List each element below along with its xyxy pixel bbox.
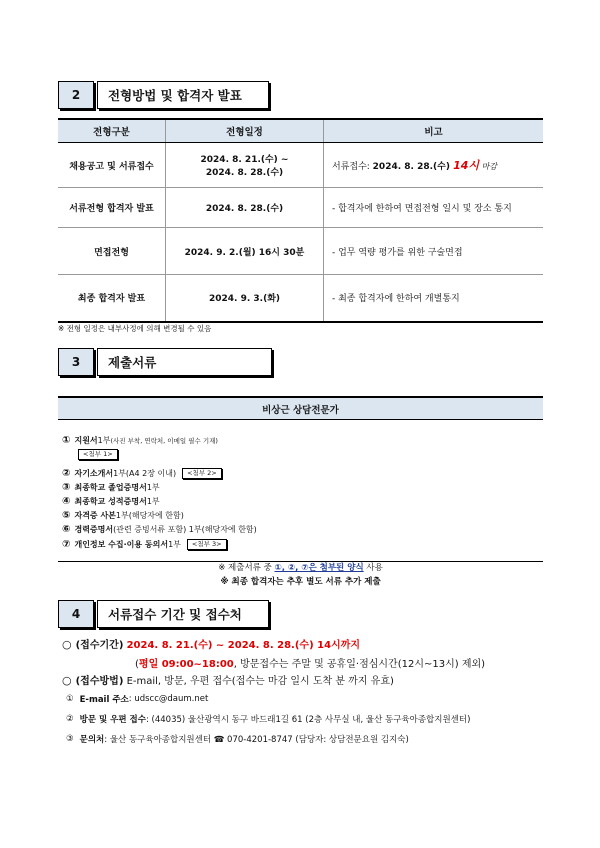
item-number: ⑥ (62, 524, 71, 535)
contact-label: E-mail 주소 (79, 695, 129, 705)
documents-table-header: 비상근 상담전문가 (58, 396, 543, 420)
method-label: (접수방법) (75, 676, 124, 687)
item-detail: 1부 (168, 540, 181, 549)
contact-address (66, 713, 470, 725)
row-date-line2: 2024. 8. 28.(수) (205, 168, 284, 178)
method-value: E-mail, 방문, 우편 접수(접수는 마감 일시 도착 분 까지 유효) (123, 676, 394, 687)
documents-note-1 (58, 561, 543, 573)
header-date: 전형일정 (166, 119, 324, 143)
row-note: - 합격자에 한하여 면접전형 일시 및 장소 통지 (324, 188, 544, 228)
attachment-tag: <첨부 3> (187, 539, 227, 550)
row-date: 2024. 9. 2.(월) 16시 30분 (166, 228, 324, 275)
table-row (58, 143, 543, 188)
row-category: 최종 합격자 발표 (58, 275, 166, 322)
item-number: ① (62, 435, 71, 446)
row-date (166, 143, 324, 188)
item-number: ⑦ (62, 539, 71, 550)
item-name: 경력증명서 (74, 525, 114, 534)
row-date: 2024. 9. 3.(화) (166, 275, 324, 322)
document-item (62, 468, 222, 479)
row-category: 면접전형 (58, 228, 166, 275)
section-4-header (58, 600, 269, 628)
contact-number: ① (66, 694, 74, 704)
item-detail: 1부(A4 2장 이내) (113, 469, 177, 478)
period-sub-rest: , 방문접수는 주말 및 공휴일·점심시간(12시~13시) 제외) (233, 659, 486, 670)
contact-value: : 울산 동구육아종합지원센터 ☎ 070-4201-8747 (담당자: 상담전문요원 김지숙) (104, 735, 409, 745)
table-row (58, 188, 543, 228)
table-row (58, 228, 543, 275)
document-item (62, 524, 257, 535)
table-row (58, 275, 543, 322)
item-number: ③ (62, 482, 71, 493)
item-name: 자격증 사본 (74, 511, 116, 520)
period-sub-red: 평일 09:00~18:00 (138, 659, 234, 670)
period-value: 2024. 8. 21.(수) ~ 2024. 8. 28.(수) 14시까지 (126, 640, 361, 651)
submission-period: ○ (접수기간) 2024. 8. 21.(수) ~ 2024. 8. 28.(수) 14시까지 (62, 638, 361, 651)
item-detail: 1부(해당자에 한함) (115, 511, 184, 520)
attachment-tag: <첨부 1> (78, 449, 118, 460)
contact-number: ③ (66, 734, 74, 744)
row-note: - 업무 역량 평가를 위한 구술면접 (324, 228, 544, 275)
row-date: 2024. 8. 28.(수) (166, 188, 324, 228)
document-item (62, 539, 227, 550)
row-note (324, 143, 544, 188)
item-detail: (관련 증빙서류 포함) 1부(해당자에 한함) (113, 525, 257, 534)
submission-method: ○ (접수방법) E-mail, 방문, 우편 접수(접수는 마감 일시 도착 분 까지 유효) (62, 674, 394, 687)
item-detail: 1부 (146, 483, 160, 492)
section-4-title: 서류접수 기간 및 접수처 (97, 600, 269, 628)
contact-value: : udscc@daum.net (128, 694, 209, 704)
document-item (62, 510, 184, 521)
row-category: 서류전형 합격자 발표 (58, 188, 166, 228)
row-note-suffix: 마감 (479, 162, 498, 171)
note-suffix: 사용 (363, 563, 383, 573)
contact-inquiry (66, 733, 409, 745)
item-name: 지원서 (74, 436, 98, 445)
row-date-line1: 2024. 8. 21.(수) ~ (200, 155, 289, 165)
document-item-attachment (72, 449, 118, 460)
header-note: 비고 (324, 119, 544, 143)
document-item (62, 435, 218, 446)
period-label: (접수기간) (75, 640, 124, 651)
section-3-header (58, 348, 272, 376)
item-name: 최종학교 졸업증명서 (74, 483, 147, 492)
period-sub: (평일 09:00~18:00, 방문접수는 주말 및 공휴일·점심시간(12시~13시) 제외) (135, 659, 486, 670)
section-2-number: 2 (58, 81, 94, 109)
row-note-deadline: 14시 (453, 159, 480, 172)
item-detail: 1부 (146, 497, 160, 506)
item-small-detail: (사진 부착, 연락처, 이메일 필수 기재) (110, 437, 218, 445)
schedule-footnote: ※ 전형 일정은 내부사정에 의해 변경될 수 있음 (58, 324, 212, 333)
attachment-tag: <첨부 2> (182, 468, 222, 479)
item-number: ② (62, 468, 71, 479)
row-note: - 최종 합격자에 한하여 개별통지 (324, 275, 544, 322)
section-4-number: 4 (58, 600, 94, 628)
contact-value: : (44035) 울산광역시 동구 바드래1길 61 (2층 사무실 내, 울산 동구육아종합지원센터) (145, 715, 471, 725)
document-item (62, 482, 160, 493)
contact-number: ② (66, 714, 74, 724)
item-number: ④ (62, 496, 71, 507)
contact-label: 문의처 (79, 735, 105, 745)
document-item (62, 496, 160, 507)
item-number: ⑤ (62, 510, 71, 521)
section-2-header (58, 81, 269, 109)
section-2-title: 전형방법 및 합격자 발표 (97, 81, 269, 109)
row-note-prefix: 서류접수: (332, 162, 373, 172)
item-name: 자기소개서 (74, 469, 114, 478)
note-prefix: ※ 제출서류 중 (218, 563, 275, 573)
schedule-header-row (58, 119, 543, 143)
section-3-title: 제출서류 (97, 348, 272, 376)
documents-note-2: ※ 최종 합격자는 추후 별도 서류 추가 제출 (220, 577, 381, 587)
row-note-date: 2024. 8. 28.(수) (372, 162, 454, 172)
documents-box (58, 418, 543, 587)
contact-email (66, 693, 208, 705)
item-name: 개인정보 수집·이용 동의서 (74, 540, 169, 549)
item-detail: 1부 (97, 436, 111, 445)
contact-label: 방문 및 우편 접수 (79, 715, 146, 725)
header-category: 전형구분 (58, 119, 166, 143)
schedule-table (58, 118, 543, 323)
row-category: 채용공고 및 서류접수 (58, 143, 166, 188)
note-highlight: ①, ②, ⑦은 첨부된 양식 (274, 563, 364, 573)
section-3-number: 3 (58, 348, 94, 376)
item-name: 최종학교 성적증명서 (74, 497, 147, 506)
